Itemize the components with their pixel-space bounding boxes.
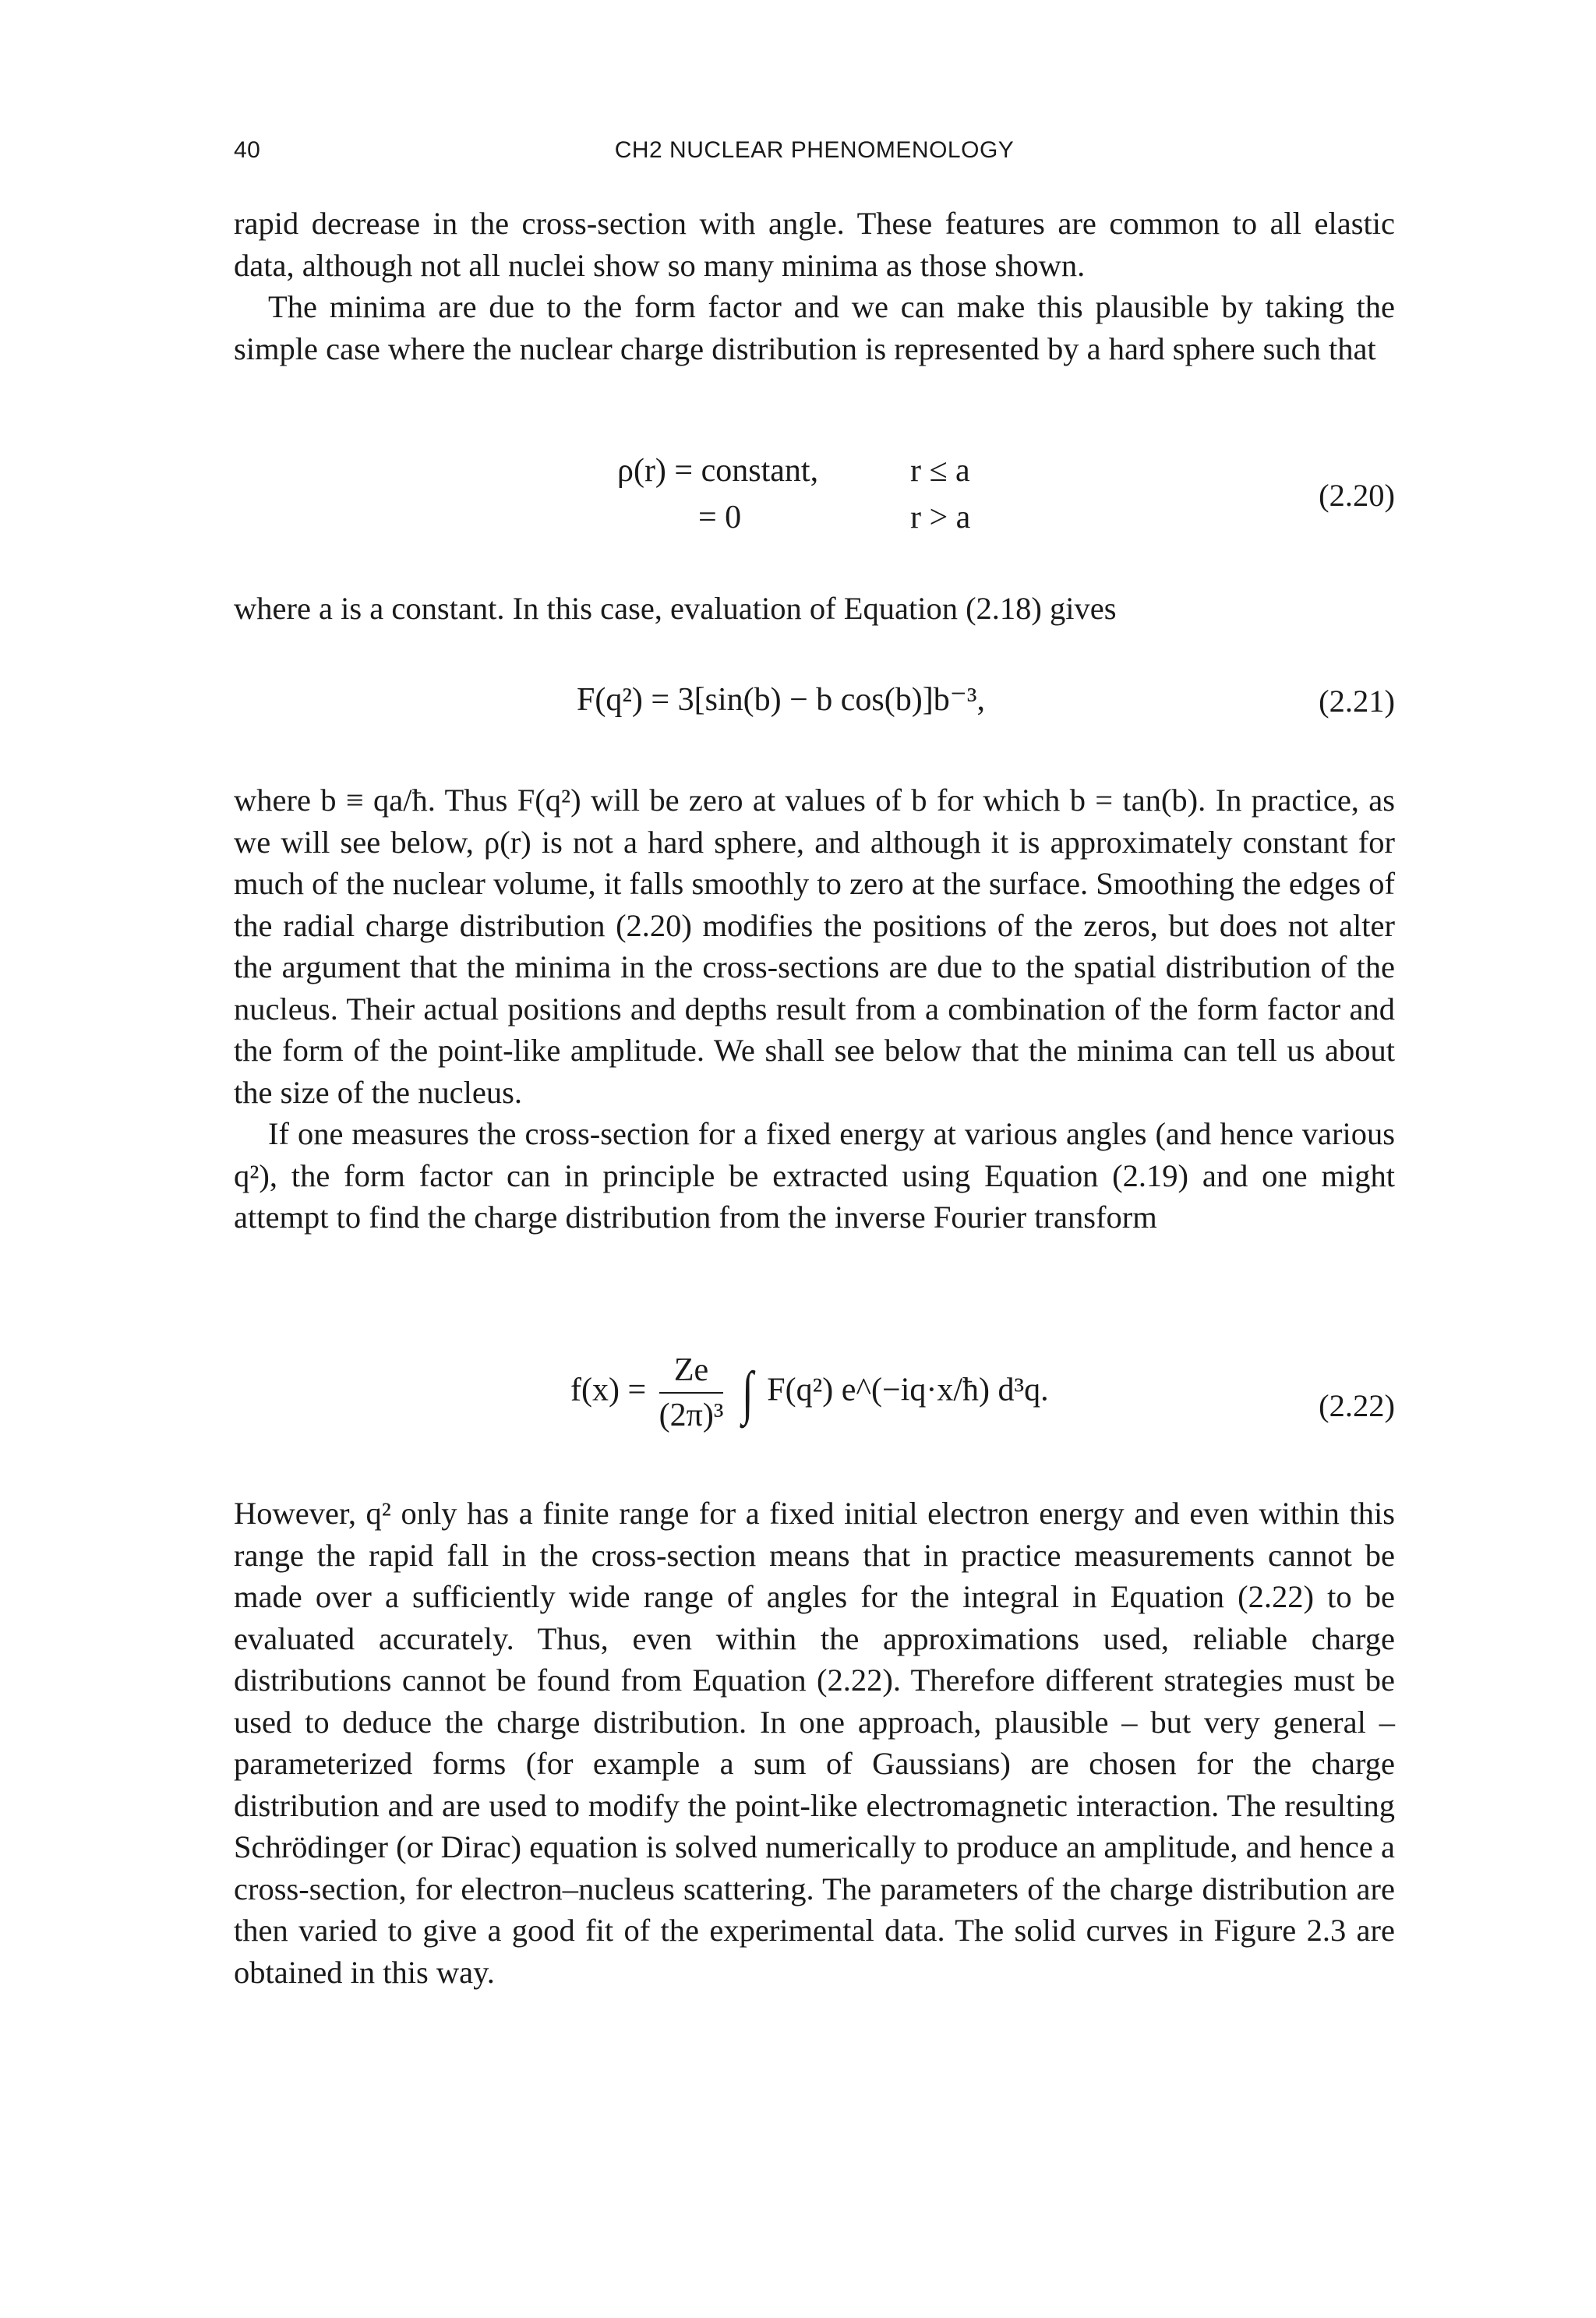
- text-block-intro: [234, 203, 1395, 369]
- equation-number: (2.22): [1319, 1388, 1395, 1423]
- fraction-numerator: Ze: [659, 1352, 724, 1394]
- equation-2-21-formula: F(q²) = 3[sin(b) − b cos(b)]b⁻³,: [577, 682, 985, 718]
- paragraph-2: The minima are due to the form factor and we can make this plausible by taking the simple case where the nuclear charge distribution is represented by a hard sphere such that: [234, 289, 1395, 366]
- paragraph-5: If one measures the cross-section for a fixed energy at various angles (and hence various q²), the form factor can in principle be extracted using Equation (2.19) and one might attempt to find the charge distribution from the inverse Fourier transform: [234, 1116, 1395, 1235]
- equation-2-20-row2: = 0: [698, 500, 742, 535]
- running-title: CH2 NUCLEAR PHENOMENOLOGY: [614, 137, 1015, 163]
- equation-2-20-condition2: r > a: [910, 500, 971, 535]
- text-block-middle: [234, 779, 1395, 1239]
- paragraph-6: However, q² only has a finite range for a fixed initial electron energy and even within this range the rapid fall in the cross-section means that in practice measurements cannot be made over a sufficiently wide range of angles for the integral in Equation (2.22) to be evaluated accurately. Thus, even within the approximations used, reliable charge distributions cannot be found from Equation (2.22). Therefore different strategies must be used to deduce the charge distribution. In one approach, plausible – but very general – parameterized forms (for example a sum of Gaussians) are chosen for the charge distribution and are used to modify the point-like electromagnetic interaction. The resulting Schrödinger (or Dirac) equation is solved numerically to produce an amplitude, and hence a cross-section, for electron–nucleus scattering. The parameters of the charge distribution are then varied to give a good fit of the experimental data. The solid curves in Figure 2.3 are obtained in this way.: [234, 1496, 1395, 1990]
- equation-2-20-row1: ρ(r) = constant,: [617, 453, 819, 489]
- equation-number: (2.21): [1319, 684, 1395, 719]
- text-block-where-a: [234, 588, 1395, 630]
- paragraph-4: where b ≡ qa/ħ. Thus F(q²) will be zero at values of b for which b = tan(b). In practice, as we will see below, ρ(r) is not a hard sphere, and although it is approximately constant for much of the nuclear volume, it falls smoothly to zero at the surface. Smoothing the edges of the radial charge distribution (2.20) modifies the positions of the zeros, but does not alter the argument that the minima in the cross-sections are due to the spatial distribution of the nucleus. Their actual positions and depths result from a combination of the form factor and the form of the point-like amplitude. We shall see below that the minima can tell us about the size of the nucleus.: [234, 783, 1395, 1110]
- page-header: [234, 137, 1395, 171]
- equation-2-22-integrand: F(q²) e^(−iq·x/ħ) d³q.: [767, 1372, 1049, 1408]
- equation-2-22: [234, 1352, 1395, 1453]
- equation-2-20: [234, 452, 1395, 546]
- paragraph-1: rapid decrease in the cross-section with angle. These features are common to all elastic data, although not all nuclei show so many minima as those shown.: [234, 206, 1395, 283]
- equation-2-20-condition1: r ≤ a: [910, 453, 970, 489]
- paragraph-3: where a is a constant. In this case, evaluation of Equation (2.18) gives: [234, 591, 1117, 626]
- page-number: 40: [234, 137, 261, 163]
- equation-2-22-formula: [570, 1352, 1049, 1434]
- fraction-denominator: (2π)³: [659, 1398, 724, 1433]
- equation-2-22-fraction: [659, 1352, 724, 1434]
- integral-sign-icon: ∫: [742, 1359, 754, 1426]
- text-block-final: [234, 1493, 1395, 1993]
- equation-number: (2.20): [1319, 478, 1395, 513]
- equation-2-21: [234, 680, 1395, 726]
- equation-2-22-lhs: f(x) =: [570, 1372, 647, 1408]
